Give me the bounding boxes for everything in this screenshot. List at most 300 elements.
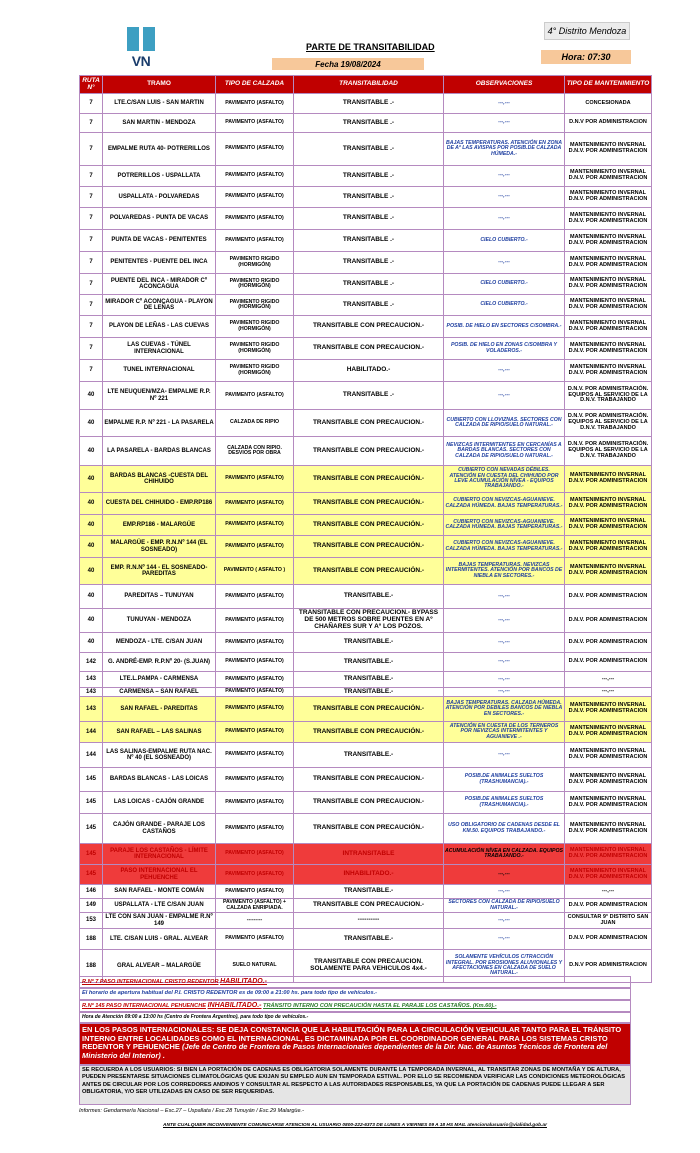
cell-ruta: 146 xyxy=(80,885,103,899)
notice-main-text: EN LOS PASOS INTERNACIONALES: SE DEJA CONSTANCIA QUE LA HABILITACIÓN PARA LA CIRCULACIÓN VEHICULAR TANTO PARA EL TRÁNSITO INTERNO ENTRE LOCALIDADES COMO EL INTERNACIONAL, ES DICTAMINADA POR EL COORDINADOR GENERAL PARA LOS SISTEMAS CRISTO REDENTOR Y PEHUENCHE xyxy=(82,1025,622,1052)
cell-obs: POSIB. DE HIELO EN SECTORES C/SOMBRA.- xyxy=(444,316,565,338)
cell-obs: SOLAMENTE VEHÍCULOS C/TRACCIÓN INTEGRAL. POR EROSIONES ALUVIONALES Y AFECTACIONES EN CALZADA DE SUELO NATURAL.- xyxy=(444,950,565,983)
cell-tramo: BARDAS BLANCAS -CUESTA DEL CHIHUIDO xyxy=(103,466,216,493)
cell-trans: TRANSITABLE CON PRECAUCION.- xyxy=(294,899,444,913)
cell-trans: TRANSITABLE CON PRECAUCION.- xyxy=(294,792,444,814)
cell-tramo: MALARGÜE - EMP. R.N.Nº 144 (EL SOSNEADO) xyxy=(103,536,216,558)
cell-calzada: --------- xyxy=(216,913,294,929)
cell-tramo: PARAJE LOS CASTAÑOS - LÍMITE INTERNACIONAL xyxy=(103,844,216,865)
cell-tramo: SAN MARTIN - MENDOZA xyxy=(103,114,216,133)
cell-obs: ---,--- xyxy=(444,94,565,114)
cell-mant: D.N.V. POR ADMINISTRACIÓN. EQUIPOS AL SERVICIO DE LA D.N.V. TRABAJANDO xyxy=(565,410,652,437)
cell-obs: POSIB. DE HIELO EN ZONAS C/SOMBRA Y VOLADEROS.- xyxy=(444,338,565,360)
cell-obs: BAJAS TEMPERATURAS. NEVIZCAS INTERMITENTES. ATENCIÓN POR BANCOS DE NIEBLA EN SECTORES.- xyxy=(444,558,565,585)
cell-mant: MANTENIMIENTO INVERNAL D.N.V. POR ADMINISTRACION xyxy=(565,768,652,792)
cell-calzada: PAVIMENTO (ASFALTO) xyxy=(216,230,294,252)
cell-ruta: 188 xyxy=(80,950,103,983)
table-row xyxy=(80,114,652,133)
table-row xyxy=(80,814,652,844)
cell-obs: ---,--- xyxy=(444,382,565,410)
cell-ruta: 40 xyxy=(80,585,103,609)
table-row xyxy=(80,558,652,585)
cell-ruta: 40 xyxy=(80,558,103,585)
cell-ruta: 40 xyxy=(80,466,103,493)
cell-trans: TRANSITABLE .- xyxy=(294,252,444,274)
cell-trans: TRANSITABLE.- xyxy=(294,743,444,768)
cell-ruta: 188 xyxy=(80,929,103,950)
cell-mant: D.N.V. POR ADMINISTRACION xyxy=(565,633,652,653)
cell-tramo: PASO INTERNACIONAL EL PEHUENCHE xyxy=(103,865,216,885)
cell-obs: ACUMULACIÓN NÍVEA EN CALZADA. EQUIPOS TRABAJANDO.- xyxy=(444,844,565,865)
table-row xyxy=(80,187,652,208)
cell-mant: MANTENIMIENTO INVERNAL D.N.V. POR ADMINISTRACION xyxy=(565,466,652,493)
cell-mant: MANTENIMIENTO INVERNAL D.N.V. POR ADMINISTRACION xyxy=(565,743,652,768)
cell-mant: MANTENIMIENTO INVERNAL D.N.V. POR ADMINISTRACION xyxy=(565,515,652,536)
cell-mant: MANTENIMIENTO INVERNAL D.N.V. POR ADMINISTRACION xyxy=(565,208,652,230)
cell-tramo: POLVAREDAS - PUNTA DE VACAS xyxy=(103,208,216,230)
transitabilidad-table xyxy=(79,75,652,983)
cell-trans: TRANSITABLE CON PRECAUCIÓN.- xyxy=(294,722,444,743)
table-row xyxy=(80,865,652,885)
table-row xyxy=(80,899,652,913)
table-row xyxy=(80,688,652,697)
table-row xyxy=(80,653,652,672)
cell-trans: TRANSITABLE CON PRECAUCION.- xyxy=(294,437,444,466)
table-row xyxy=(80,360,652,382)
cell-tramo: CAJÓN GRANDE - PARAJE LOS CASTAÑOS xyxy=(103,814,216,844)
cell-mant: MANTENIMIENTO INVERNAL D.N.V. POR ADMINISTRACION xyxy=(565,814,652,844)
cell-trans: TRANSITABLE CON PRECAUCION. SOLAMENTE PARA VEHICULOS 4x4.- xyxy=(294,950,444,983)
cell-mant: MANTENIMIENTO INVERNAL D.N.V. POR ADMINISTRACION xyxy=(565,274,652,295)
cell-obs: CUBIERTO CON LLOVIZNAS. SECTORES CON CALZADA DE RIPIO/SUELO NATURAL.- xyxy=(444,410,565,437)
cell-ruta: 40 xyxy=(80,493,103,515)
logo-text: VN xyxy=(131,53,151,69)
cell-obs: CIELO CUBIERTO.- xyxy=(444,230,565,252)
cell-obs: ---,--- xyxy=(444,672,565,688)
note-pehuenche xyxy=(79,1000,631,1012)
cell-calzada: PAVIMENTO (ASFALTO) xyxy=(216,814,294,844)
cell-calzada: PAVIMENTO (ASFALTO) xyxy=(216,697,294,722)
page-title: PARTE DE TRANSITABILIDAD xyxy=(306,42,435,52)
cell-obs: ---,--- xyxy=(444,187,565,208)
cell-trans: TRANSITABLE.- xyxy=(294,653,444,672)
table-row xyxy=(80,768,652,792)
cell-calzada: PAVIMENTO RIGIDO (HORMIGÓN) xyxy=(216,295,294,316)
cell-tramo: LAS SALINAS-EMPALME RUTA NAC. Nº 40 (EL SOSNEADO) xyxy=(103,743,216,768)
cell-ruta: 7 xyxy=(80,187,103,208)
cell-obs: USO OBLIGATORIO DE CADENAS DESDE EL KM.50. EQUIPOS TRABAJANDO.- xyxy=(444,814,565,844)
cell-ruta: 7 xyxy=(80,94,103,114)
cell-calzada: PAVIMENTO (ASFALTO) xyxy=(216,844,294,865)
table-row xyxy=(80,493,652,515)
cell-mant: MANTENIMIENTO INVERNAL D.N.V. POR ADMINISTRACION xyxy=(565,252,652,274)
cell-mant: MANTENIMIENTO INVERNAL D.N.V. POR ADMINISTRACION xyxy=(565,133,652,166)
cell-tramo: PAREDITAS – TUNUYAN xyxy=(103,585,216,609)
cell-tramo: LA PASARELA - BARDAS BLANCAS xyxy=(103,437,216,466)
cell-obs: ---,--- xyxy=(444,743,565,768)
cell-tramo: MIRADOR Cº ACONCAGUA - PLAYON DE LEÑAS xyxy=(103,295,216,316)
table-row xyxy=(80,410,652,437)
cell-trans: TRANSITABLE CON PRECAUCIÓN.- xyxy=(294,466,444,493)
cell-calzada: PAVIMENTO (ASFALTO) xyxy=(216,672,294,688)
cell-tramo: BARDAS BLANCAS - LAS LOICAS xyxy=(103,768,216,792)
cell-mant: D.N.V. POR ADMINISTRACION xyxy=(565,929,652,950)
cell-obs: ---,--- xyxy=(444,633,565,653)
header-transitabilidad: TRANSITABILIDAD xyxy=(294,76,444,94)
cell-trans: TRANSITABLE .- xyxy=(294,274,444,295)
cell-trans: TRANSITABLE CON PRECAUCION.- BYPASS DE 500 METROS SOBRE PUENTES EN Aº CHAÑARES SUR Y Aº LOS POZOS. xyxy=(294,609,444,633)
table-row xyxy=(80,913,652,929)
cell-trans: TRANSITABLE.- xyxy=(294,688,444,697)
note-horario-pehuenche: Hora de Atención 09:00 a 13:00 hs (Centro de Frontera Argentino), para todo tipo de vehículos.- xyxy=(79,1012,631,1023)
cell-calzada: CALZADA CON RIPIO. DESVIOS POR OBRA xyxy=(216,437,294,466)
table-row xyxy=(80,316,652,338)
cell-ruta: 40 xyxy=(80,382,103,410)
cell-calzada: PAVIMENTO (ASFALTO) xyxy=(216,536,294,558)
cell-obs: CUBIERTO CON NEVIZCAS-AGUANIEVE. CALZADA HÚMEDA. BAJAS TEMPERATURAS.- xyxy=(444,536,565,558)
header-ruta: RUTA N° xyxy=(80,76,103,94)
cell-trans: TRANSITABLE CON PRECAUCION.- xyxy=(294,768,444,792)
cell-obs: ---,--- xyxy=(444,653,565,672)
cell-mant: ---,--- xyxy=(565,688,652,697)
cell-trans: TRANSITABLE CON PRECAUCIÓN.- xyxy=(294,515,444,536)
cell-mant: MANTENIMIENTO INVERNAL D.N.V. POR ADMINISTRACION xyxy=(565,536,652,558)
cell-calzada: PAVIMENTO (ASFALTO) xyxy=(216,187,294,208)
cell-trans: TRANSITABLE .- xyxy=(294,382,444,410)
cell-obs: ---,--- xyxy=(444,688,565,697)
cell-calzada: PAVIMENTO (ASFALTO) xyxy=(216,865,294,885)
cell-tramo: TUNUYAN - MENDOZA xyxy=(103,609,216,633)
cell-trans: TRANSITABLE.- xyxy=(294,885,444,899)
cell-mant: D.N.V. POR ADMINISTRACION xyxy=(565,653,652,672)
cell-obs: ---,--- xyxy=(444,585,565,609)
note-pehuenche-label: R.Nº 145 PASO INTERNACIONAL PEHUENCHE xyxy=(82,1003,206,1009)
cell-tramo: PLAYON DE LEÑAS - LAS CUEVAS xyxy=(103,316,216,338)
cell-trans: TRANSITABLE CON PRECAUCIÓN.- xyxy=(294,536,444,558)
cell-calzada: PAVIMENTO (ASFALTO) xyxy=(216,885,294,899)
cell-obs: CIELO CUBIERTO.- xyxy=(444,274,565,295)
cell-obs: CUBIERTO CON NEVIZCAS-AGUANIEVE. CALZADA HÚMEDA. BAJAS TEMPERATURAS.- xyxy=(444,493,565,515)
cell-trans: TRANSITABLE CON PRECAUCIÓN.- xyxy=(294,814,444,844)
note-cristo-status: HABILITADO.- xyxy=(220,978,267,985)
cell-mant: ---,--- xyxy=(565,885,652,899)
cell-calzada: PAVIMENTO (ASFALTO) xyxy=(216,768,294,792)
cell-trans: TRANSITABLE.- xyxy=(294,929,444,950)
cell-ruta: 145 xyxy=(80,792,103,814)
cell-mant: D.N.V. POR ADMINISTRACION xyxy=(565,585,652,609)
cell-mant: D.N.V POR ADMINISTRACION xyxy=(565,950,652,983)
cell-ruta: 40 xyxy=(80,437,103,466)
cell-mant: MANTENIMIENTO INVERNAL D.N.V. POR ADMINISTRACION xyxy=(565,792,652,814)
header-tramo: TRAMO xyxy=(103,76,216,94)
cell-mant: MANTENIMIENTO INVERNAL D.N.V. POR ADMINISTRACION xyxy=(565,865,652,885)
cell-trans: INTRANSITABLE xyxy=(294,844,444,865)
table-row xyxy=(80,166,652,187)
cell-trans: TRANSITABLE .- xyxy=(294,114,444,133)
cell-ruta: 40 xyxy=(80,410,103,437)
cell-ruta: 7 xyxy=(80,295,103,316)
cell-calzada: PAVIMENTO (ASFALTO) xyxy=(216,585,294,609)
cell-trans: TRANSITABLE .- xyxy=(294,208,444,230)
cell-tramo: LTE. C/SAN LUIS - GRAL. ALVEAR xyxy=(103,929,216,950)
cell-tramo: SAN RAFAEL - MONTE COMÁN xyxy=(103,885,216,899)
cell-tramo: LTE.C/SAN LUIS - SAN MARTIN xyxy=(103,94,216,114)
table-row xyxy=(80,672,652,688)
cell-calzada: PAVIMENTO (ASFALTO) xyxy=(216,466,294,493)
cell-trans: TRANSITABLE CON PRECAUCIÓN.- xyxy=(294,558,444,585)
cell-tramo: LAS LOICAS - CAJÓN GRANDE xyxy=(103,792,216,814)
cell-ruta: 7 xyxy=(80,274,103,295)
table-row xyxy=(80,844,652,865)
cell-ruta: 7 xyxy=(80,208,103,230)
cell-mant: MANTENIMIENTO INVERNAL D.N.V. POR ADMINISTRACION xyxy=(565,166,652,187)
cell-tramo: G. ANDRÉ-EMP. R.P.Nº 20- (S.JUAN) xyxy=(103,653,216,672)
cell-tramo: EMP.RP186 - MALARGÜE xyxy=(103,515,216,536)
notice-paren-text: (Jefe de Centro de Frontera de Pasos Internacionales dependientes de la Dir. Nac. de Asuntos Técnicos de Frontera del Ministerio del Interior) . xyxy=(82,1042,608,1060)
cell-trans: TRANSITABLE.- xyxy=(294,585,444,609)
cell-obs: ---,--- xyxy=(444,929,565,950)
cell-obs: ---,--- xyxy=(444,913,565,929)
cell-trans: INHABILITADO.- xyxy=(294,865,444,885)
table-row xyxy=(80,722,652,743)
table-row xyxy=(80,252,652,274)
cell-calzada: PAVIMENTO (ASFALTO) xyxy=(216,792,294,814)
cell-ruta: 40 xyxy=(80,536,103,558)
cell-obs: BAJAS TEMPERATURAS. ATENCIÓN EN ZONA DE Aº LAS AVISPAS POR POSIB.DE CALZADA HÚMEDA.- xyxy=(444,133,565,166)
cell-calzada: CALZADA DE RIPIO xyxy=(216,410,294,437)
fecha-label: Fecha 19/08/2024 xyxy=(272,58,424,70)
cell-calzada: PAVIMENTO (ASFALTO) xyxy=(216,653,294,672)
informes-text: Informes: Gendarmería Nacional – Esc.27 – Uspallata / Esc.28 Tunuyán / Esc.29 Malargüe.- xyxy=(79,1108,304,1114)
cell-obs: ---,--- xyxy=(444,114,565,133)
cell-calzada: PAVIMENTO RIGIDO (HORMIGÓN) xyxy=(216,274,294,295)
note-cristo-redentor xyxy=(79,976,631,988)
cell-trans: TRANSITABLE .- xyxy=(294,166,444,187)
cell-tramo: EMP. R.N.Nº 144 - EL SOSNEADO- PAREDITAS xyxy=(103,558,216,585)
cell-tramo: LTE.L.PAMPA - CARMENSA xyxy=(103,672,216,688)
cell-trans: TRANSITABLE .- xyxy=(294,187,444,208)
cell-ruta: 143 xyxy=(80,688,103,697)
cell-calzada: PAVIMENTO (ASFALTO) xyxy=(216,382,294,410)
cell-ruta: 7 xyxy=(80,166,103,187)
cell-trans: TRANSITABLE CON PRECAUCION.- xyxy=(294,338,444,360)
cell-ruta: 145 xyxy=(80,844,103,865)
table-row xyxy=(80,697,652,722)
cell-tramo: SAN RAFAEL – LAS SALINAS xyxy=(103,722,216,743)
cell-mant: MANTENIMIENTO INVERNAL D.N.V. POR ADMINISTRACION xyxy=(565,230,652,252)
table-row xyxy=(80,536,652,558)
cell-calzada: PAVIMENTO (ASFALTO) xyxy=(216,633,294,653)
logo-bar-left xyxy=(127,27,139,51)
cell-obs: SECTORES CON CALZADA DE RIPIO/SUELO NATURAL.- xyxy=(444,899,565,913)
pasos-internacionales-notice xyxy=(79,1023,631,1065)
table-row xyxy=(80,792,652,814)
cell-calzada: PAVIMENTO (ASFALTO) xyxy=(216,208,294,230)
cell-mant: MANTENIMIENTO INVERNAL D.N.V. POR ADMINISTRACION xyxy=(565,338,652,360)
cell-calzada: PAVIMENTO (ASFALTO) xyxy=(216,133,294,166)
table-row xyxy=(80,338,652,360)
table-row xyxy=(80,609,652,633)
cell-mant: MANTENIMIENTO INVERNAL D.N.V. POR ADMINISTRACION xyxy=(565,360,652,382)
table-row xyxy=(80,437,652,466)
table-row xyxy=(80,929,652,950)
cell-ruta: 7 xyxy=(80,360,103,382)
cell-calzada: PAVIMENTO (ASFALTO) + CALZADA ENRIPIADA. xyxy=(216,899,294,913)
note-horario-cristo: El horario de apertura habitual del P.I. CRISTO REDENTOR es de 09:00 a 21:00 hs. para todo tipo de vehículos.- xyxy=(79,988,631,1000)
cell-mant: D.N.V. POR ADMINISTRACIÓN. EQUIPOS AL SERVICIO DE LA D.N.V. TRABAJANDO xyxy=(565,382,652,410)
cell-tramo: LTE NEUQUEN/MZA- EMPALME R.P. Nº 221 xyxy=(103,382,216,410)
cell-calzada: PAVIMENTO RIGIDO (HORMIGÓN) xyxy=(216,360,294,382)
cell-ruta: 145 xyxy=(80,865,103,885)
cell-tramo: USPALLATA - LTE C/SAN JUAN xyxy=(103,899,216,913)
cell-trans: TRANSITABLE CON PRECAUCION.- xyxy=(294,410,444,437)
cell-trans: TRANSITABLE CON PRECAUCIÓN.- xyxy=(294,697,444,722)
cell-ruta: 144 xyxy=(80,743,103,768)
cell-trans: TRANSITABLE .- xyxy=(294,133,444,166)
cell-calzada: PAVIMENTO RIGIDO (HORMIGÓN) xyxy=(216,252,294,274)
cell-obs: POSIB.DE ANIMALES SUELTOS (TRASHUMANCIA).- xyxy=(444,792,565,814)
cell-obs: ATENCIÓN EN CUESTA DE LOS TERNEROS POR NEVIZCAS INTERMITENTES Y AGUANIEVE .- xyxy=(444,722,565,743)
cell-tramo: MENDOZA - LTE. C/SAN JUAN xyxy=(103,633,216,653)
cell-trans: TRANSITABLE.- xyxy=(294,672,444,688)
cell-calzada: PAVIMENTO ( ASFALTO ) xyxy=(216,558,294,585)
cell-calzada: PAVIMENTO (ASFALTO) xyxy=(216,515,294,536)
cell-tramo: CUESTA DEL CHIHUIDO - EMP.RP186 xyxy=(103,493,216,515)
cell-ruta: 7 xyxy=(80,133,103,166)
table-row xyxy=(80,466,652,493)
cell-calzada: PAVIMENTO (ASFALTO) xyxy=(216,493,294,515)
cell-trans: TRANSITABLE .- xyxy=(294,295,444,316)
table-row xyxy=(80,274,652,295)
cell-obs: ---,--- xyxy=(444,865,565,885)
footer-contact: ANTE CUALQUIER INCONVENIENTE COMUNICARSE ATENCION AL USUARIO 0800-222-6373 DE LUNES A VIERNES 09 A 18 HS MAIL atencionalusuario@vialidad.gob.ar xyxy=(163,1123,547,1128)
cell-ruta: 145 xyxy=(80,814,103,844)
cell-tramo: EMPALME RUTA 40- POTRERILLOS xyxy=(103,133,216,166)
cell-ruta: 7 xyxy=(80,114,103,133)
cell-obs: ---,--- xyxy=(444,609,565,633)
cell-obs: CUBIERTO CON NEVIZCAS-AGUANIEVE. CALZADA HÚMEDA. BAJAS TEMPERATURAS.- xyxy=(444,515,565,536)
cell-calzada: PAVIMENTO RIGIDO (HORMIGÓN) xyxy=(216,316,294,338)
cell-ruta: 7 xyxy=(80,230,103,252)
table-row xyxy=(80,230,652,252)
cell-trans: TRANSITABLE CON PRECAUCIÓN.- xyxy=(294,493,444,515)
notes-section xyxy=(79,976,631,1105)
cell-obs: ---,--- xyxy=(444,885,565,899)
table-row xyxy=(80,585,652,609)
table-row xyxy=(80,382,652,410)
cell-obs: ---,--- xyxy=(444,208,565,230)
cell-tramo: POTRERILLOS - USPALLATA xyxy=(103,166,216,187)
cell-tramo: SAN RAFAEL - PAREDITAS xyxy=(103,697,216,722)
cell-ruta: 7 xyxy=(80,252,103,274)
cell-tramo: CARMENSA – SAN RAFAEL xyxy=(103,688,216,697)
table-row xyxy=(80,295,652,316)
cell-tramo: TUNEL INTERNACIONAL xyxy=(103,360,216,382)
cell-tramo: PUENTE DEL INCA - MIRADOR Cº ACONCAGUA xyxy=(103,274,216,295)
cell-calzada: PAVIMENTO (ASFALTO) xyxy=(216,114,294,133)
table-row xyxy=(80,515,652,536)
cell-tramo: GRAL ALVEAR – MALARGÜE xyxy=(103,950,216,983)
cell-calzada: PAVIMENTO (ASFALTO) xyxy=(216,94,294,114)
vialidad-logo xyxy=(124,27,158,71)
header-mantenimiento: TIPO DE MANTENIMIENTO xyxy=(565,76,652,94)
cell-obs: BAJAS TEMPERATURAS. CALZADA HÚMEDA. ATENCIÓN POR DEBILES BANCOS DE NIEBLA EN SECTORES.- xyxy=(444,697,565,722)
cell-ruta: 7 xyxy=(80,316,103,338)
cell-ruta: 142 xyxy=(80,653,103,672)
cell-mant: MANTENIMIENTO INVERNAL D.N.V. POR ADMINISTRACION xyxy=(565,316,652,338)
cell-trans: TRANSITABLE CON PRECAUCION.- xyxy=(294,316,444,338)
cell-obs: ---,--- xyxy=(444,360,565,382)
header-observaciones: OBSERVACIONES xyxy=(444,76,565,94)
cell-mant: D.N.V. POR ADMINISTRACION xyxy=(565,609,652,633)
cell-mant: MANTENIMIENTO INVERNAL D.N.V. POR ADMINISTRACION xyxy=(565,722,652,743)
header-calzada: TIPO DE CALZADA xyxy=(216,76,294,94)
cell-mant: MANTENIMIENTO INVERNAL D.N.V. POR ADMINISTRACION xyxy=(565,558,652,585)
cell-mant: MANTENIMIENTO INVERNAL D.N.V. POR ADMINISTRACION xyxy=(565,493,652,515)
cell-ruta: 7 xyxy=(80,338,103,360)
cell-trans: TRANSITABLE .- xyxy=(294,230,444,252)
cell-tramo: USPALLATA - POLVAREDAS xyxy=(103,187,216,208)
cell-ruta: 40 xyxy=(80,609,103,633)
note-pehuenche-extra: TRÁNSITO INTERNO CON PRECAUCIÓN HASTA EL PARAJE LOS CASTAÑOS. (Km.60).- xyxy=(263,1003,497,1009)
cell-obs: CUBIERTO CON NEVADAS DÉBILES. ATENCIÓN EN CUESTA DEL CHIHUIDO POR LEVE ACUMULACIÓN NÍVEA - EQUIPOS TRABAJANDO.- xyxy=(444,466,565,493)
cell-trans: TRANSITABLE .- xyxy=(294,94,444,114)
cell-ruta: 143 xyxy=(80,672,103,688)
cell-mant: MANTENIMIENTO INVERNAL D.N.V. POR ADMINISTRACION xyxy=(565,295,652,316)
cell-mant: MANTENIMIENTO INVERNAL D.N.V. POR ADMINISTRACION xyxy=(565,844,652,865)
note-pehuenche-status: INHABILITADO.- xyxy=(207,1002,262,1009)
cell-obs: POSIB.DE ANIMALES SUELTOS (TRASHUMANCIA).- xyxy=(444,768,565,792)
cell-tramo: LTE CON SAN JUAN - EMPALME R.Nº 149 xyxy=(103,913,216,929)
cell-ruta: 144 xyxy=(80,722,103,743)
logo-bar-right xyxy=(143,27,155,51)
table-row xyxy=(80,885,652,899)
table-row xyxy=(80,633,652,653)
cell-calzada: PAVIMENTO (ASFALTO) xyxy=(216,609,294,633)
cell-ruta: 40 xyxy=(80,633,103,653)
cell-ruta: 145 xyxy=(80,768,103,792)
cell-mant: CONCESIONADA xyxy=(565,94,652,114)
cell-calzada: PAVIMENTO (ASFALTO) xyxy=(216,722,294,743)
table-row xyxy=(80,743,652,768)
cell-trans: TRANSITABLE.- xyxy=(294,633,444,653)
cell-calzada: PAVIMENTO RIGIDO (HORMIGÓN) xyxy=(216,338,294,360)
cell-calzada: SUELO NATURAL xyxy=(216,950,294,983)
note-cristo-label: R.Nº 7 PASO INTERNACIONAL CRISTO REDENTOR xyxy=(82,979,219,985)
cell-obs: NEVIZCAS INTERMITENTES EN CERCANÍAS A BARDAS BLANCAS. SECTORES CON CALZADA DE RIPIO/SUELO NATURAL.- xyxy=(444,437,565,466)
table-header-row xyxy=(80,76,652,94)
cell-mant: MANTENIMIENTO INVERNAL D.N.V. POR ADMINISTRACION xyxy=(565,187,652,208)
cell-calzada: PAVIMENTO (ASFALTO) xyxy=(216,929,294,950)
cell-ruta: 149 xyxy=(80,899,103,913)
cell-obs: CIELO CUBIERTO.- xyxy=(444,295,565,316)
cell-tramo: LAS CUEVAS - TÚNEL INTERNACIONAL xyxy=(103,338,216,360)
cell-obs: ---,--- xyxy=(444,252,565,274)
hora-label: Hora: 07:30 xyxy=(541,50,631,64)
cell-tramo: PENITENTES - PUENTE DEL INCA xyxy=(103,252,216,274)
cell-tramo: PUNTA DE VACAS - PENITENTES xyxy=(103,230,216,252)
cell-ruta: 153 xyxy=(80,913,103,929)
cell-calzada: PAVIMENTO (ASFALTO) xyxy=(216,743,294,768)
cell-mant: D.N.V. POR ADMINISTRACIÓN. EQUIPOS AL SERVICIO DE LA D.N.V. TRABAJANDO xyxy=(565,437,652,466)
cell-calzada: PAVIMENTO (ASFALTO) xyxy=(216,166,294,187)
cell-mant: D.N.V POR ADMINISTRACION xyxy=(565,114,652,133)
cell-obs: ---,--- xyxy=(444,166,565,187)
distrito-label: 4° Distrito Mendoza xyxy=(544,22,630,40)
cell-mant: CONSULTAR 9° DISTRITO SAN JUAN xyxy=(565,913,652,929)
cell-trans: HABILITADO.- xyxy=(294,360,444,382)
cell-tramo: EMPALME R.P. Nº 221 - LA PASARELA xyxy=(103,410,216,437)
